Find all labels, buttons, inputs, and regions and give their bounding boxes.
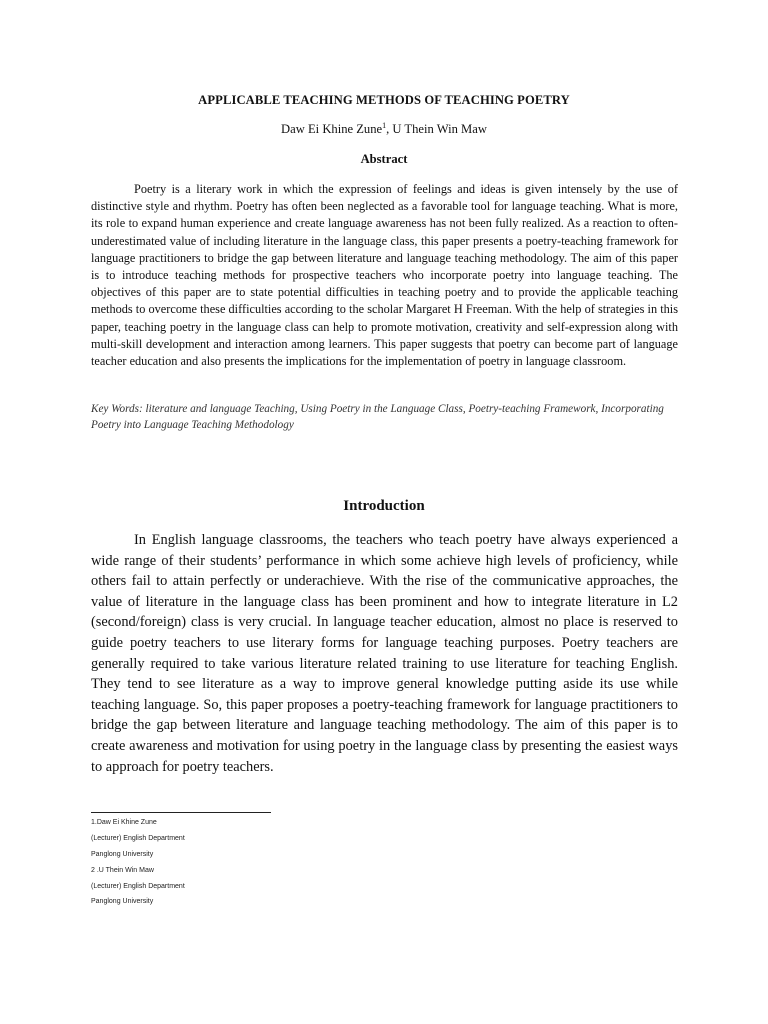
abstract-paragraph: Poetry is a literary work in which the expression of feelings and ideas is given intensely by the use of distinctive style and rhythm. Poetry has often been neglected as a favorable tool for language teaching. What is more, its role to expand human experience and create language awareness has not been fully realized. As a reaction to often-underestimated value of including literature in the language class, this paper presents a poetry-teaching framework for language practitioners to bridge the gap between literature and language teaching methodology. The aim of this paper is to introduce teaching methods for prospective teachers who incorporate poetry into language teaching. The objectives of this paper are to state potential difficulties in teaching poetry and to provide the applicable teaching methods to overcome these difficulties according to the scholar Margaret H Freeman. With the help of strategies in this paper, teaching poetry in the language class can help to promote motivation, creativity and self-expression along with multi-skill development and interaction among learners. This paper suggests that poetry can become part of language teacher education and also presents the implications for the implementation of poetry in language classroom. [91,182,678,369]
introduction-heading: Introduction [343,498,425,514]
footnote-separator [91,812,271,813]
footnote-line: (Lecturer) English Department [91,834,185,842]
author-1-footnote-mark: 1 [382,121,387,130]
author-2: U Thein Win Maw [392,122,487,136]
footnote-line: Panglong University [91,898,154,906]
author-line [0,122,768,137]
author-separator: , [386,122,393,136]
abstract-heading: Abstract [360,152,408,166]
footnote-line: 2 .U Thein Win Maw [91,866,154,874]
introduction-paragraph: In English language classrooms, the teachers who teach poetry have always experienced a wide range of their students’ performance in which some achieve high levels of proficiency, while others fail to attain perfectly or underachieve. With the rise of the communicative approaches, the value of literature in the language class has been prominent and how to integrate literature in L2 (second/foreign) class is very crucial. In language teacher education, almost no place is reserved to guide poetry teachers to use literary forms for language teaching purposes. Poetry teachers are generally required to take various literature related training to use literature for teaching English. They tend to see literature as a way to improve general knowledge putting aside its use while teaching language. So, this paper proposes a poetry-teaching framework for language practitioners to bridge the gap between literature and language teaching methodology. The aim of this paper is to create awareness and motivation for using poetry in the language class by presenting the easiest ways to approach for poetry teachers. [91,532,678,775]
footnotes [91,817,391,912]
author-1: Daw Ei Khine Zune [281,122,383,136]
footnote-line: 1.Daw Ei Khine Zune [91,819,157,826]
paper-title: APPLICABLE TEACHING METHODS OF TEACHING POETRY [198,93,570,107]
footnote-line: (Lecturer) English Department [91,882,185,890]
keywords: Key Words: literature and language Teaching, Using Poetry in the Language Class, Poetry-teaching Framework, Incorporating Poetry into Language Teaching Methodology [91,403,664,431]
footnote-line: Panglong University [91,850,154,858]
